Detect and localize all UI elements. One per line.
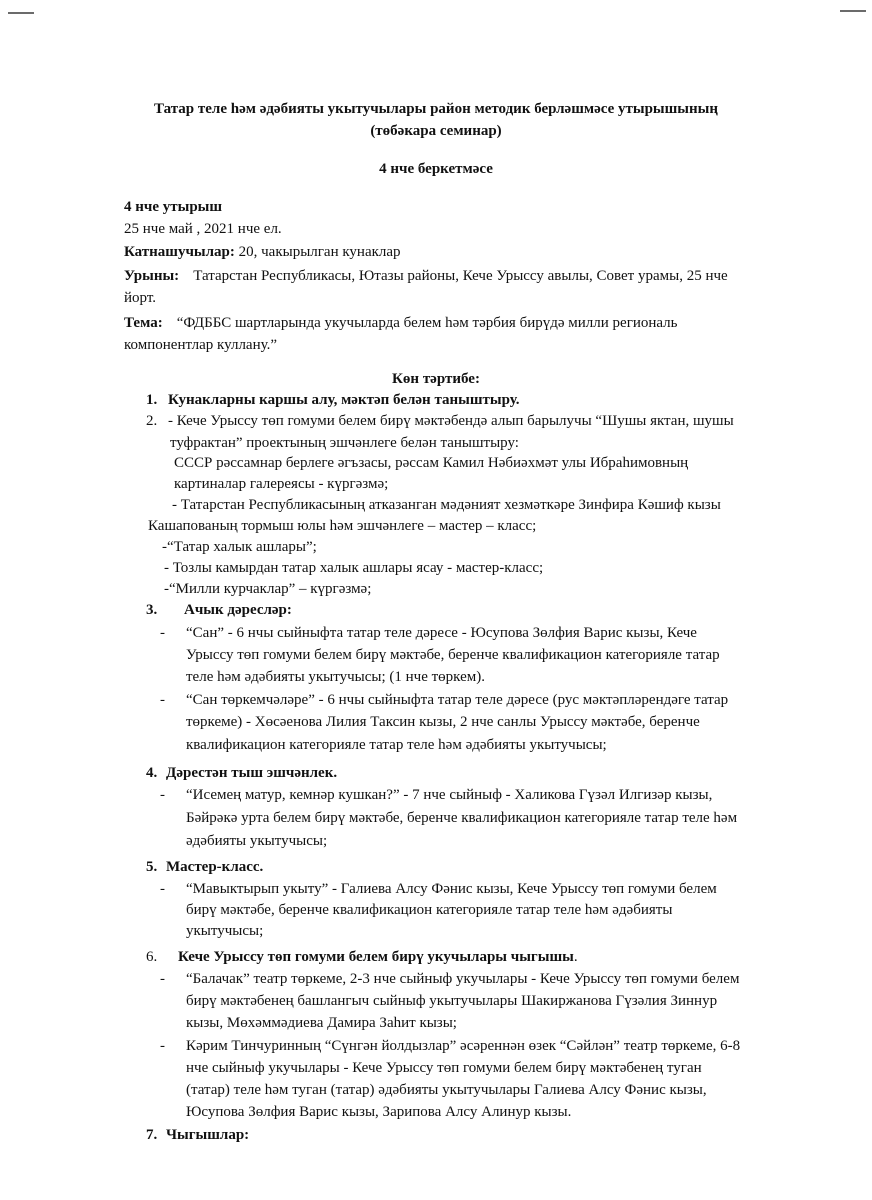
bullet-dash: - [160, 787, 165, 803]
performance-1-line-3: кызы, Мөхәммәдиева Дамира Заһит кызы; [186, 1015, 457, 1031]
master-class-line-3: укытучысы; [186, 923, 264, 939]
theme-line [124, 312, 678, 334]
document-header [0, 98, 872, 180]
extracurricular-line-1: “Исемең матур, кемнәр кушкан?” - 7 нче сыйныф - Халикова Гүзәл Илгизәр кызы, [186, 787, 713, 803]
agenda-item-5-number: 5. [146, 859, 158, 875]
agenda-item-2-line-2: туфрактан” проектының эшчәнлеге белән таныштыру: [170, 435, 519, 451]
agenda-item-2-line-8: - Тозлы камырдан татар халык ашлары ясау - мастер-класс; [164, 560, 544, 576]
session-number: 4 нче утырыш [124, 199, 223, 215]
lesson-1-line-1: “Сан” - 6 нчы сыйныфта татар теле дәресе - Юсупова Зөлфия Варис кызы, Кече [186, 625, 697, 641]
place-value-cont: йорт. [124, 290, 157, 306]
bullet-dash: - [160, 881, 165, 897]
master-class-line-2: бирү мәктәбе, беренче квалификацион категорияле татар теле һәм әдәбияты [186, 902, 673, 918]
lesson-2-line-2: төркеме) - Хөсәенова Лилия Таксин кызы, 2 нче санлы Урыссу мәктәбе, беренче [186, 714, 700, 730]
lesson-2-line-3: квалификацион категорияле татар теле һәм әдәбияты укытучысы; [186, 737, 607, 753]
performance-2-line-4: Юсупова Зөлфия Варис кызы, Зарипова Алсу Алинур кызы. [186, 1104, 572, 1120]
participants-value: 20, чакырылган кунаклар [234, 244, 401, 260]
agenda-item-1-text: Кунакларны каршы алу, мәктәп белән таныштыру. [168, 392, 520, 408]
agenda-item-2-number: 2. [146, 413, 158, 429]
agenda-item-5-title: Мастер-класс. [166, 859, 264, 875]
place-line [124, 265, 728, 287]
agenda-item-2-line-9: -“Милли курчаклар” – күргәзмә; [164, 581, 372, 597]
lesson-1-line-2: Урыссу төп гомуми белем бирү мәктәбе, беренче квалификацион категорияле татар [186, 647, 720, 663]
agenda-item-2-line-3: СССР рәссамнар берлеге әгъзасы, рәссам Камил Нәбиәхмәт улы Ибраһимовның [174, 455, 689, 471]
agenda-item-3-number: 3. [146, 602, 158, 618]
performance-1-line-2: бирү мәктәбенең башлангыч сыйныф укытучылары Шакиржанова Гүзәлия Зиннур [186, 993, 718, 1009]
bullet-dash: - [160, 625, 165, 641]
session-date: 25 нче май , 2021 нче ел. [124, 221, 282, 237]
agenda-item-7-number: 7. [146, 1127, 158, 1143]
performance-2-line-1: Кәрим Тинчуринның “Сүнгән йолдызлар” әсәреннән өзек “Сәйлән” театр төркеме, 6-8 [186, 1038, 741, 1054]
agenda-item-2-line-7: -“Татар халык ашлары”; [162, 539, 317, 555]
participants-label: Катнашучылар: [124, 244, 235, 260]
agenda-item-4-title: Дәрестән тыш эшчәнлек. [166, 765, 338, 781]
extracurricular-line-3: әдәбияты укытучысы; [186, 833, 328, 849]
lesson-2-line-1: “Сан төркемчәләре” - 6 нчы сыйныфта татар теле дәресе (рус мәктәпләрендәге татар [186, 692, 729, 708]
agenda-item-6-title-line [178, 946, 578, 968]
bullet-dash: - [160, 1038, 165, 1054]
doc-title: Татар теле һәм әдәбияты укытучылары район методик берләшмәсе утырышының [153, 101, 719, 117]
performance-1-line-1: “Балачак” театр төркеме, 2-3 нче сыйныф укучылары - Кече Урыссу төп гомуми белем [186, 971, 740, 987]
place-value: Татарстан Республикасы, Ютазы районы, Кече Урыссу авылы, Совет урамы, 25 нче [193, 268, 728, 284]
agenda-item-7-title: Чыгышлар: [166, 1127, 250, 1143]
scan-mark-top-right [840, 10, 866, 12]
agenda-item-2-line-1: - Кече Урыссу төп гомуми белем бирү мәктәбендә алып барылучы “Шушы яктан, шушы [168, 413, 734, 429]
agenda-item-2-line-5: - Татарстан Республикасының атказанган мәдәният хезмәткәре Зинфира Кәшиф кызы [172, 497, 721, 513]
master-class-line-1: “Мавыктырып укыту” - Галиева Алсу Фәнис кызы, Кече Урыссу төп гомуми белем [186, 881, 717, 897]
performance-2-line-3: (татар) теле һәм туган (татар) әдәбияты укытучылары Галиева Алсу Фәнис кызы, [186, 1082, 707, 1098]
theme-value: “ФДББС шартларында укучыларда белем һәм тәрбия бирүдә милли региональ [176, 315, 678, 331]
agenda-item-6-title-end: . [573, 949, 578, 965]
lesson-1-line-3: теле һәм әдәбияты укытучысы; (1 нче төркем). [186, 669, 485, 685]
agenda-item-6-title: Кече Урыссу төп гомуми белем бирү укучылары чыгышы [178, 949, 574, 965]
agenda-item-1-number: 1. [146, 392, 158, 408]
bullet-dash: - [160, 971, 165, 987]
extracurricular-line-2: Бәйрәкә урта белем бирү мәктәбе, беренче квалификацион категорияле татар теле һәм [186, 810, 738, 826]
agenda-item-4-number: 4. [146, 765, 158, 781]
agenda-item-3-title: Ачык дәресләр: [184, 602, 292, 618]
doc-protocol-number: 4 нче беркетмәсе [379, 161, 493, 177]
scan-mark-top-left [8, 12, 34, 14]
participants-line [124, 241, 401, 263]
bullet-dash: - [160, 692, 165, 708]
place-label: Урыны: [124, 268, 180, 284]
agenda-item-6-number: 6. [146, 949, 158, 965]
doc-subtitle: (төбәкара семинар) [370, 123, 502, 139]
agenda-heading: Көн тәртибе: [392, 371, 480, 387]
agenda-item-2-line-4: картиналар галереясы - күргәзмә; [174, 476, 389, 492]
theme-value-cont: компонентлар куллану.” [124, 337, 278, 353]
performance-2-line-2: нче сыйныф укучылары - Кече Урыссу төп гомуми белем бирү мәктәбенең туган [186, 1060, 702, 1076]
theme-label: Тема: [124, 315, 163, 331]
agenda-item-2-line-6: Кашапованың тормыш юлы һәм эшчәнлеге – мастер – класс; [148, 518, 537, 534]
